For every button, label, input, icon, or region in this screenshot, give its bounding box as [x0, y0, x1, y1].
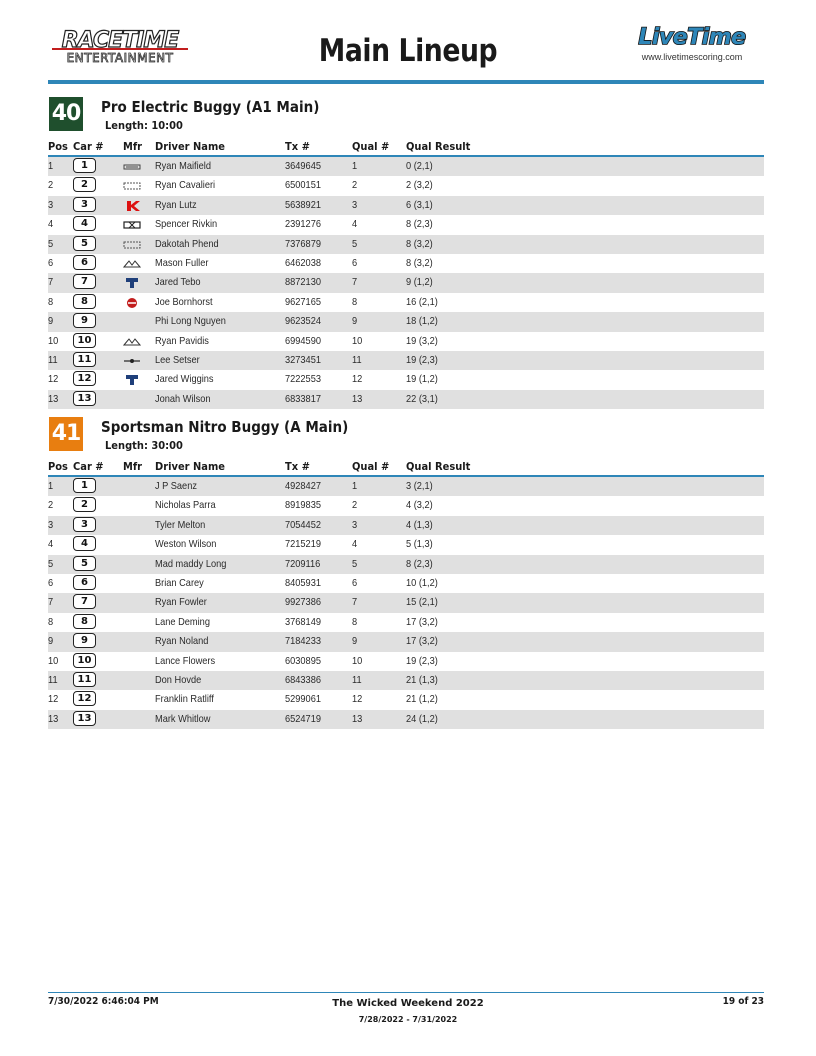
- car-number-cell: [73, 614, 96, 629]
- serpent-icon: [123, 355, 141, 367]
- driver-name-cell: Lance Flowers: [155, 654, 216, 667]
- driver-name-cell: Spencer Rivkin: [155, 218, 218, 231]
- position-cell: 7: [48, 276, 54, 289]
- driver-name-cell: Tyler Melton: [155, 518, 206, 531]
- qual-position-cell: 7: [352, 276, 358, 289]
- driver-name-cell: Ryan Noland: [155, 635, 209, 648]
- table-row: [48, 254, 764, 273]
- qual-result-cell: 18 (1,2): [406, 315, 438, 328]
- page-number: 19 of 23: [722, 996, 764, 1007]
- column-header-qual: Qual #: [352, 460, 390, 473]
- table-row: [48, 516, 764, 535]
- driver-name-cell: Jared Tebo: [155, 276, 201, 289]
- qual-position-cell: 10: [352, 334, 363, 347]
- transponder-cell: 9927386: [285, 596, 321, 609]
- driver-name-cell: Dakotah Phend: [155, 237, 219, 250]
- transponder-cell: 6994590: [285, 334, 321, 347]
- position-cell: 3: [48, 518, 54, 531]
- car-number-cell: [73, 216, 96, 231]
- qual-position-cell: 9: [352, 635, 358, 648]
- car-number-box: 12: [73, 371, 96, 386]
- driver-name-cell: Jonah Wilson: [155, 392, 211, 405]
- car-number-cell: [73, 691, 96, 706]
- livetime-url: www.livetimescoring.com: [641, 52, 743, 62]
- transponder-cell: 7222553: [285, 373, 321, 386]
- qual-position-cell: 5: [352, 557, 358, 570]
- qual-position-cell: 2: [352, 179, 358, 192]
- qual-result-cell: 0 (2,1): [406, 160, 433, 172]
- qual-result-cell: 19 (2,3): [406, 353, 438, 366]
- car-number-box: 1: [73, 158, 96, 173]
- car-number-cell: [73, 653, 96, 668]
- qual-position-cell: 12: [352, 373, 363, 386]
- table-row: [48, 332, 764, 351]
- qual-position-cell: 12: [352, 693, 363, 706]
- transponder-cell: 6030895: [285, 654, 321, 667]
- position-cell: 5: [48, 237, 54, 250]
- qual-result-cell: 19 (3,2): [406, 334, 438, 347]
- lineup-table: [48, 157, 764, 409]
- car-number-box: 13: [73, 391, 96, 406]
- car-number-cell: [73, 255, 96, 270]
- column-header-tx: Tx #: [285, 460, 310, 473]
- driver-name-cell: Nicholas Parra: [155, 499, 216, 512]
- qual-position-cell: 2: [352, 499, 358, 512]
- qual-result-cell: 19 (2,3): [406, 654, 438, 667]
- car-number-cell: [73, 274, 96, 289]
- transponder-cell: 5299061: [285, 693, 321, 706]
- driver-name-cell: Ryan Maifield: [155, 160, 211, 172]
- car-number-cell: [73, 497, 96, 512]
- position-cell: 9: [48, 635, 54, 648]
- transponder-cell: 7184233: [285, 635, 321, 648]
- driver-name-cell: Brian Carey: [155, 576, 204, 589]
- car-number-cell: [73, 391, 96, 406]
- position-cell: 12: [48, 373, 59, 386]
- transponder-cell: 7376879: [285, 237, 321, 250]
- car-number-cell: [73, 556, 96, 571]
- driver-name-cell: Weston Wilson: [155, 538, 217, 551]
- qual-position-cell: 4: [352, 538, 358, 551]
- car-number-cell: [73, 575, 96, 590]
- column-header-pos: Pos: [48, 460, 68, 473]
- driver-name-cell: Mason Fuller: [155, 256, 209, 269]
- xray-icon: [123, 219, 141, 231]
- qual-result-cell: 19 (1,2): [406, 373, 438, 386]
- driver-name-cell: Mad maddy Long: [155, 557, 227, 570]
- qual-result-cell: 2 (3,2): [406, 179, 433, 192]
- column-header-mfr: Mfr: [123, 460, 143, 473]
- table-row: [48, 535, 764, 554]
- car-number-box: 12: [73, 691, 96, 706]
- position-cell: 8: [48, 295, 54, 308]
- qual-position-cell: 8: [352, 615, 358, 628]
- lineup-table: [48, 477, 764, 729]
- driver-name-cell: Lee Setser: [155, 353, 200, 366]
- car-number-cell: [73, 672, 96, 687]
- qual-result-cell: 21 (1,2): [406, 693, 438, 706]
- position-cell: 10: [48, 334, 59, 347]
- table-row: [48, 632, 764, 651]
- table-row: [48, 273, 764, 292]
- qual-position-cell: 8: [352, 295, 358, 308]
- car-number-cell: [73, 313, 96, 328]
- transponder-cell: 5638921: [285, 198, 321, 211]
- transponder-cell: 6500151: [285, 179, 321, 192]
- qual-position-cell: 1: [352, 480, 358, 492]
- position-cell: 7: [48, 596, 54, 609]
- transponder-cell: 6843386: [285, 673, 321, 686]
- position-cell: 9: [48, 315, 54, 328]
- position-cell: 13: [48, 712, 59, 725]
- driver-name-cell: Ryan Fowler: [155, 596, 207, 609]
- tekno-icon: [123, 180, 141, 192]
- table-row: [48, 574, 764, 593]
- transponder-cell: 6524719: [285, 712, 321, 725]
- driver-name-cell: Joe Bornhorst: [155, 295, 213, 308]
- transponder-cell: 7209116: [285, 557, 321, 570]
- transponder-cell: 9627165: [285, 295, 321, 308]
- qual-result-cell: 15 (2,1): [406, 596, 438, 609]
- car-number-cell: [73, 371, 96, 386]
- column-header-car: Car #: [73, 140, 104, 153]
- qual-result-cell: 17 (3,2): [406, 615, 438, 628]
- car-number-cell: [73, 294, 96, 309]
- transponder-cell: 7215219: [285, 538, 321, 551]
- qual-result-cell: 4 (1,3): [406, 518, 433, 531]
- column-header-result: Qual Result: [406, 460, 471, 473]
- table-row: [48, 215, 764, 234]
- position-cell: 1: [48, 480, 54, 492]
- car-number-box: 8: [73, 614, 96, 629]
- position-cell: 8: [48, 615, 54, 628]
- driver-name-cell: Phi Long Nguyen: [155, 315, 226, 328]
- table-row: [48, 176, 764, 195]
- qual-result-cell: 24 (1,2): [406, 712, 438, 725]
- driver-name-cell: Don Hovde: [155, 673, 202, 686]
- car-number-box: 6: [73, 575, 96, 590]
- qual-result-cell: 6 (3,1): [406, 198, 433, 211]
- transponder-cell: 9623524: [285, 315, 321, 328]
- car-number-box: 5: [73, 236, 96, 251]
- table-row: [48, 710, 764, 729]
- car-number-cell: [73, 177, 96, 192]
- position-cell: 1: [48, 160, 54, 172]
- qual-result-cell: 16 (2,1): [406, 295, 438, 308]
- car-number-box: 2: [73, 177, 96, 192]
- car-number-cell: [73, 517, 96, 532]
- car-number-box: 4: [73, 216, 96, 231]
- car-number-box: 6: [73, 255, 96, 270]
- table-row: [48, 652, 764, 671]
- column-header-mfr: Mfr: [123, 140, 143, 153]
- qual-result-cell: 9 (1,2): [406, 276, 433, 289]
- car-number-cell: [73, 333, 96, 348]
- mugen-icon: [123, 277, 141, 289]
- race-title: Sportsman Nitro Buggy (A Main): [101, 418, 349, 436]
- car-number-cell: [73, 536, 96, 551]
- transponder-cell: 8919835: [285, 499, 321, 512]
- qual-result-cell: 3 (2,1): [406, 480, 433, 492]
- hb-racing-icon: [123, 297, 141, 309]
- car-number-cell: [73, 236, 96, 251]
- qual-position-cell: 6: [352, 576, 358, 589]
- car-number-box: 5: [73, 556, 96, 571]
- qual-result-cell: 8 (2,3): [406, 218, 433, 231]
- transponder-cell: 3649645: [285, 160, 321, 172]
- car-number-cell: [73, 633, 96, 648]
- driver-name-cell: Lane Deming: [155, 615, 210, 628]
- car-number-box: 7: [73, 594, 96, 609]
- svg-text:ENTERTAINMENT: ENTERTAINMENT: [66, 51, 174, 65]
- race-length: Length: 30:00: [105, 439, 183, 452]
- transponder-cell: 3768149: [285, 615, 321, 628]
- car-number-box: 13: [73, 711, 96, 726]
- header-rule: [48, 80, 764, 84]
- qual-position-cell: 13: [352, 392, 363, 405]
- car-number-box: 9: [73, 313, 96, 328]
- team-associated-icon: [123, 161, 141, 173]
- car-number-box: 10: [73, 333, 96, 348]
- position-cell: 11: [48, 353, 58, 366]
- race-title: Pro Electric Buggy (A1 Main): [101, 98, 320, 116]
- qual-position-cell: 3: [352, 198, 358, 211]
- car-number-box: 1: [73, 478, 96, 493]
- livetime-logo: [618, 22, 766, 68]
- position-cell: 12: [48, 693, 59, 706]
- driver-name-cell: Franklin Ratliff: [155, 693, 214, 706]
- driver-name-cell: Ryan Pavidis: [155, 334, 209, 347]
- position-cell: 4: [48, 218, 54, 231]
- transponder-cell: 2391276: [285, 218, 321, 231]
- position-cell: 2: [48, 499, 54, 512]
- transponder-cell: 8872130: [285, 276, 321, 289]
- driver-name-cell: Ryan Cavalieri: [155, 179, 216, 192]
- transponder-cell: 6462038: [285, 256, 321, 269]
- car-number-box: 7: [73, 274, 96, 289]
- position-cell: 2: [48, 179, 54, 192]
- car-number-box: 2: [73, 497, 96, 512]
- car-number-box: 10: [73, 653, 96, 668]
- position-cell: 6: [48, 256, 54, 269]
- qual-result-cell: 17 (3,2): [406, 635, 438, 648]
- car-number-box: 9: [73, 633, 96, 648]
- kyosho-icon: [123, 200, 141, 212]
- column-header-pos: Pos: [48, 140, 68, 153]
- table-row: [48, 613, 764, 632]
- agama-icon: [123, 336, 141, 348]
- qual-position-cell: 13: [352, 712, 363, 725]
- qual-result-cell: 8 (3,2): [406, 256, 433, 269]
- column-header-tx: Tx #: [285, 140, 310, 153]
- car-number-cell: [73, 594, 96, 609]
- table-row: [48, 370, 764, 389]
- position-cell: 3: [48, 198, 54, 211]
- table-row: [48, 196, 764, 215]
- car-number-box: 4: [73, 536, 96, 551]
- position-cell: 11: [48, 673, 58, 686]
- qual-result-cell: 8 (3,2): [406, 237, 433, 250]
- position-cell: 13: [48, 392, 59, 405]
- car-number-cell: [73, 158, 96, 173]
- mugen-icon: [123, 374, 141, 386]
- svg-text:LiveTime: LiveTime: [638, 25, 746, 50]
- column-header-result: Qual Result: [406, 140, 471, 153]
- column-header-qual: Qual #: [352, 140, 390, 153]
- qual-position-cell: 11: [352, 673, 362, 686]
- table-row: [48, 593, 764, 612]
- car-number-cell: [73, 352, 96, 367]
- page-title: Main Lineup: [318, 33, 498, 69]
- column-headers: [48, 140, 764, 154]
- transponder-cell: 3273451: [285, 353, 321, 366]
- driver-name-cell: Mark Whitlow: [155, 712, 211, 725]
- column-header-driver: Driver Name: [155, 140, 225, 153]
- table-row: [48, 496, 764, 515]
- svg-text:RACETIME: RACETIME: [61, 28, 179, 53]
- column-header-car: Car #: [73, 460, 104, 473]
- event-dates: 7/28/2022 - 7/31/2022: [358, 1015, 458, 1024]
- qual-position-cell: 5: [352, 237, 358, 250]
- table-row: [48, 390, 764, 409]
- position-cell: 10: [48, 654, 59, 667]
- car-number-box: 11: [73, 672, 96, 687]
- transponder-cell: 8405931: [285, 576, 321, 589]
- race-number-badge: 40: [49, 97, 83, 131]
- qual-position-cell: 4: [352, 218, 358, 231]
- driver-name-cell: Jared Wiggins: [155, 373, 214, 386]
- print-timestamp: 7/30/2022 6:46:04 PM: [48, 996, 159, 1007]
- race-length: Length: 10:00: [105, 119, 183, 132]
- qual-result-cell: 8 (2,3): [406, 557, 433, 570]
- qual-position-cell: 6: [352, 256, 358, 269]
- driver-name-cell: Ryan Lutz: [155, 198, 197, 211]
- qual-position-cell: 10: [352, 654, 363, 667]
- tekno-icon: [123, 239, 141, 251]
- qual-position-cell: 7: [352, 596, 358, 609]
- qual-position-cell: 9: [352, 315, 358, 328]
- position-cell: 4: [48, 538, 54, 551]
- car-number-box: 3: [73, 517, 96, 532]
- qual-position-cell: 11: [352, 353, 362, 366]
- car-number-cell: [73, 711, 96, 726]
- qual-result-cell: 21 (1,3): [406, 673, 438, 686]
- race-number-badge: 41: [49, 417, 83, 451]
- transponder-cell: 6833817: [285, 392, 321, 405]
- car-number-box: 8: [73, 294, 96, 309]
- qual-result-cell: 4 (3,2): [406, 499, 433, 512]
- event-name: The Wicked Weekend 2022: [332, 998, 484, 1009]
- column-header-driver: Driver Name: [155, 460, 225, 473]
- car-number-cell: [73, 478, 96, 493]
- table-row: [48, 235, 764, 254]
- qual-result-cell: 22 (3,1): [406, 392, 438, 405]
- footer-rule: [48, 992, 764, 993]
- table-row: [48, 157, 764, 176]
- driver-name-cell: J P Saenz: [155, 480, 197, 492]
- qual-position-cell: 1: [352, 160, 358, 172]
- table-row: [48, 312, 764, 331]
- table-row: [48, 351, 764, 370]
- position-cell: 6: [48, 576, 54, 589]
- column-headers: [48, 460, 764, 474]
- transponder-cell: 7054452: [285, 518, 321, 531]
- agama-icon: [123, 258, 141, 270]
- qual-result-cell: 10 (1,2): [406, 576, 438, 589]
- table-row: [48, 690, 764, 709]
- table-row: [48, 671, 764, 690]
- qual-result-cell: 5 (1,3): [406, 538, 433, 551]
- position-cell: 5: [48, 557, 54, 570]
- qual-position-cell: 3: [352, 518, 358, 531]
- car-number-box: 3: [73, 197, 96, 212]
- table-row: [48, 555, 764, 574]
- car-number-box: 11: [73, 352, 96, 367]
- car-number-cell: [73, 197, 96, 212]
- transponder-cell: 4928427: [285, 480, 321, 492]
- table-row: [48, 477, 764, 496]
- table-row: [48, 293, 764, 312]
